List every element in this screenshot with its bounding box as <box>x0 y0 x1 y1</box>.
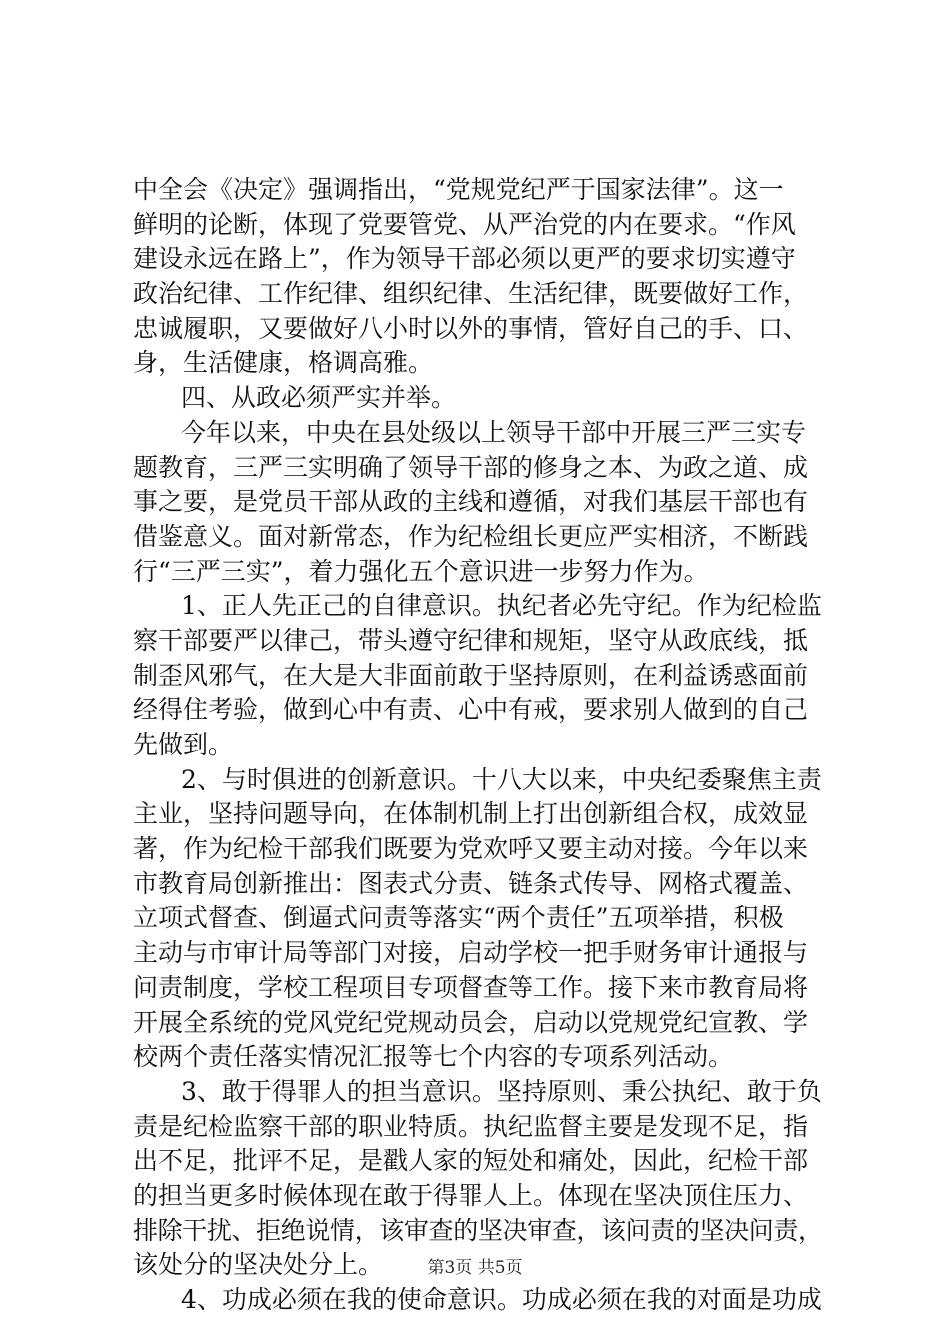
text-line: 借鉴意义。面对新常态，作为纪检组长更应严实相济，不断践 <box>133 521 809 551</box>
text-line: 忠诚履职，又要做好八小时以外的事情，管好自己的手、口、 <box>133 313 809 343</box>
text-line: 4、功成必须在我的使命意识。功成必须在我的对面是功成 <box>181 1285 822 1314</box>
text-line: 开展全系统的党风党纪党规动员会，启动以党规党纪宣教、学 <box>133 1007 809 1037</box>
text-line: 今年以来，中央在县处级以上领导干部中开展三严三实专 <box>181 417 807 447</box>
text-line: 著，作为纪检干部我们既要为党欢呼又要主动对接。今年以来 <box>133 834 809 864</box>
text-line: 四、从政必须严实并举。 <box>181 383 457 413</box>
document-body <box>133 173 823 1318</box>
text-line: 身，生活健康，格调高雅。 <box>133 348 434 378</box>
text-line: 中全会《决定》强调指出，“党规党纪严于国家法律”。这一 <box>133 175 784 204</box>
text-line: 先做到。 <box>133 730 234 759</box>
text-line: 事之要，是党员干部从政的主线和遵循，对我们基层干部也有 <box>133 487 809 517</box>
text-line: 3、敢于得罪人的担当意识。坚持原则、秉公执纪、敢于负 <box>181 1076 822 1106</box>
text-line: 经得住考验，做到心中有责、心中有戒，要求别人做到的自己 <box>133 695 809 725</box>
page-footer: 第3页 共5页 <box>427 1258 523 1278</box>
text-line: 出不足，批评不足，是戳人家的短处和痛处，因此，纪检干部 <box>133 1146 809 1176</box>
text-line: 行“三严三实”，着力强化五个意识进一步努力作为。 <box>133 556 709 586</box>
text-line: 的担当更多时候体现在敢于得罪人上。体现在坚决顶住压力、 <box>133 1180 809 1210</box>
text-line: 市教育局创新推出：图表式分责、链条式传导、网格式覆盖、 <box>133 868 809 898</box>
text-line: 责是纪检监察干部的职业特质。执纪监督主要是发现不足，指 <box>133 1111 809 1141</box>
text-line: 1、正人先正己的自律意识。执纪者必先守纪。作为纪检监 <box>181 591 822 621</box>
text-line: 鲜明的论断，体现了党要管党、从严治党的内在要求。“作风 <box>133 209 796 239</box>
text-line: 主业，坚持问题导向，在体制机制上打出创新组合权，成效显 <box>133 799 809 829</box>
text-line: 该处分的坚决处分上。 <box>133 1250 384 1280</box>
text-line: 校两个责任落实情况汇报等七个内容的专项系列活动。 <box>133 1042 734 1072</box>
text-line: 问责制度，学校工程项目专项督查等工作。接下来市教育局将 <box>133 972 809 1002</box>
text-line: 立项式督查、倒逼式问责等落实“两个责任”五项举措，积极 <box>133 903 784 933</box>
text-line: 察干部要严以律己，带头遵守纪律和规矩，坚守从政底线，抵 <box>133 625 809 655</box>
text-line: 主动与市审计局等部门对接，启动学校一把手财务审计通报与 <box>133 938 809 968</box>
text-line: 2、与时俱进的创新意识。十八大以来，中央纪委聚焦主责 <box>181 764 822 794</box>
text-line: 制歪风邪气，在大是大非面前敢于坚持原则，在利益诱惑面前 <box>133 660 809 690</box>
text-line: 排除干扰、拒绝说情，该审查的坚决审查，该问责的坚决问责， <box>133 1215 823 1245</box>
text-line: 题教育，三严三实明确了领导干部的修身之本、为政之道、成 <box>133 452 809 482</box>
text-line: 政治纪律、工作纪律、组织纪律、生活纪律，既要做好工作， <box>133 279 809 309</box>
text-line: 建设永远在路上”，作为领导干部必须以更严的要求切实遵守 <box>133 244 796 274</box>
